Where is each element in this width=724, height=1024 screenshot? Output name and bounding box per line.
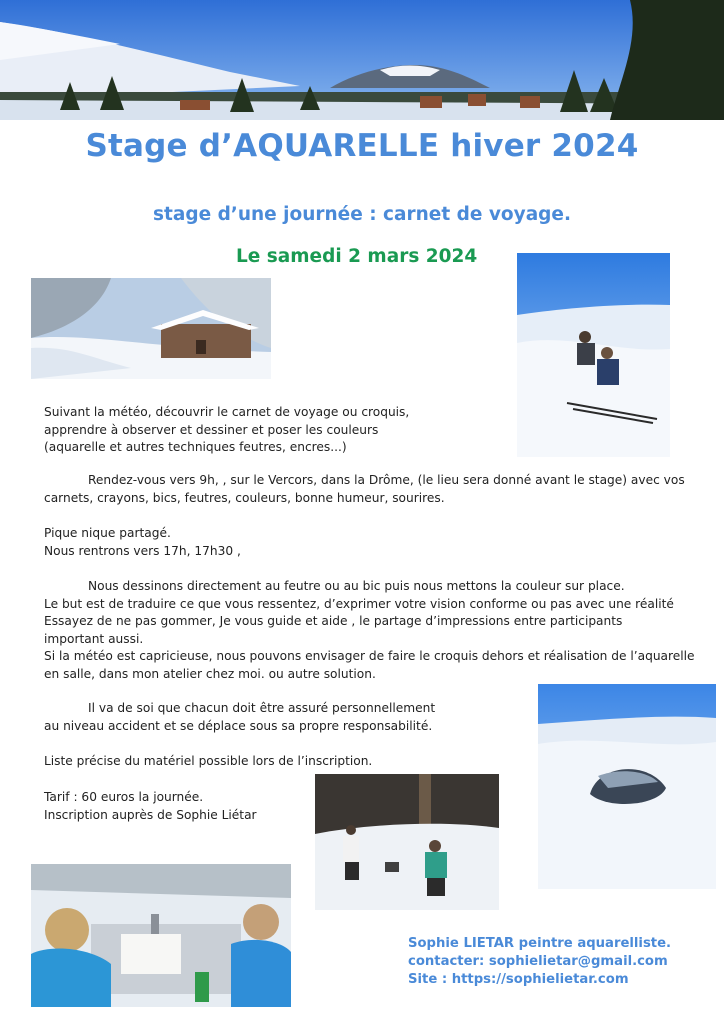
page-subtitle: stage d’une journée : carnet de voyage. bbox=[153, 204, 571, 225]
event-date: Le samedi 2 mars 2024 bbox=[236, 246, 478, 267]
picnic-painting-photo bbox=[31, 864, 291, 1007]
snow-hollow-photo bbox=[538, 684, 716, 889]
insurance-paragraph: Il va de soi que chacun doit être assuré personnellement au niveau accident et se déplace sous sa propre responsabilité. bbox=[44, 701, 436, 733]
snowy-chalet-photo bbox=[31, 278, 271, 379]
picnic-paragraph: Pique nique partagé. Nous rentrons vers 17h, 17h30 , bbox=[44, 526, 241, 558]
intro-paragraph: Suivant la météo, découvrir le carnet de voyage ou croquis, apprendre à observer et dessiner et poser les couleurs (aquarelle et autres techniques feutres, encres...) bbox=[44, 405, 410, 454]
price-paragraph: Tarif : 60 euros la journée. Inscription auprès de Sophie Liétar bbox=[44, 790, 257, 822]
sketchers-in-snow-photo bbox=[517, 253, 670, 457]
contact-website[interactable]: Site : https://sophielietar.com bbox=[408, 972, 629, 987]
method-paragraph: Nous dessinons directement au feutre ou au bic puis nous mettons la couleur sur place. Le but est de traduire ce que vous ressentez, d’exprimer votre vision conforme ou pas avec une réalité Essayez de ne pas gommer, Je vous guide et aide , le partage d’impressions entre participants important aussi. Si la météo est capricieuse, nous pouvons envisager de faire le croquis dehors et réalisation de l’aquarelle en salle, dans mon atelier chez moi. ou autre solution. bbox=[44, 579, 695, 681]
rendezvous-paragraph: Rendez-vous vers 9h, , sur le Vercors, dans la Drôme, (le lieu sera donné avant le stage) avec vos carnets, crayons, bics, feutres, couleurs, bonne humeur, sourires. bbox=[44, 473, 685, 505]
forest-sketching-group-photo bbox=[315, 774, 499, 910]
contact-name: Sophie LIETAR peintre aquarelliste. bbox=[408, 936, 672, 951]
contact-email[interactable]: contacter: sophielietar@gmail.com bbox=[408, 954, 668, 969]
mountain-village-banner bbox=[0, 0, 724, 120]
materials-paragraph: Liste précise du matériel possible lors de l’inscription. bbox=[44, 754, 373, 768]
page-title: Stage d’AQUARELLE hiver 2024 bbox=[85, 128, 639, 164]
